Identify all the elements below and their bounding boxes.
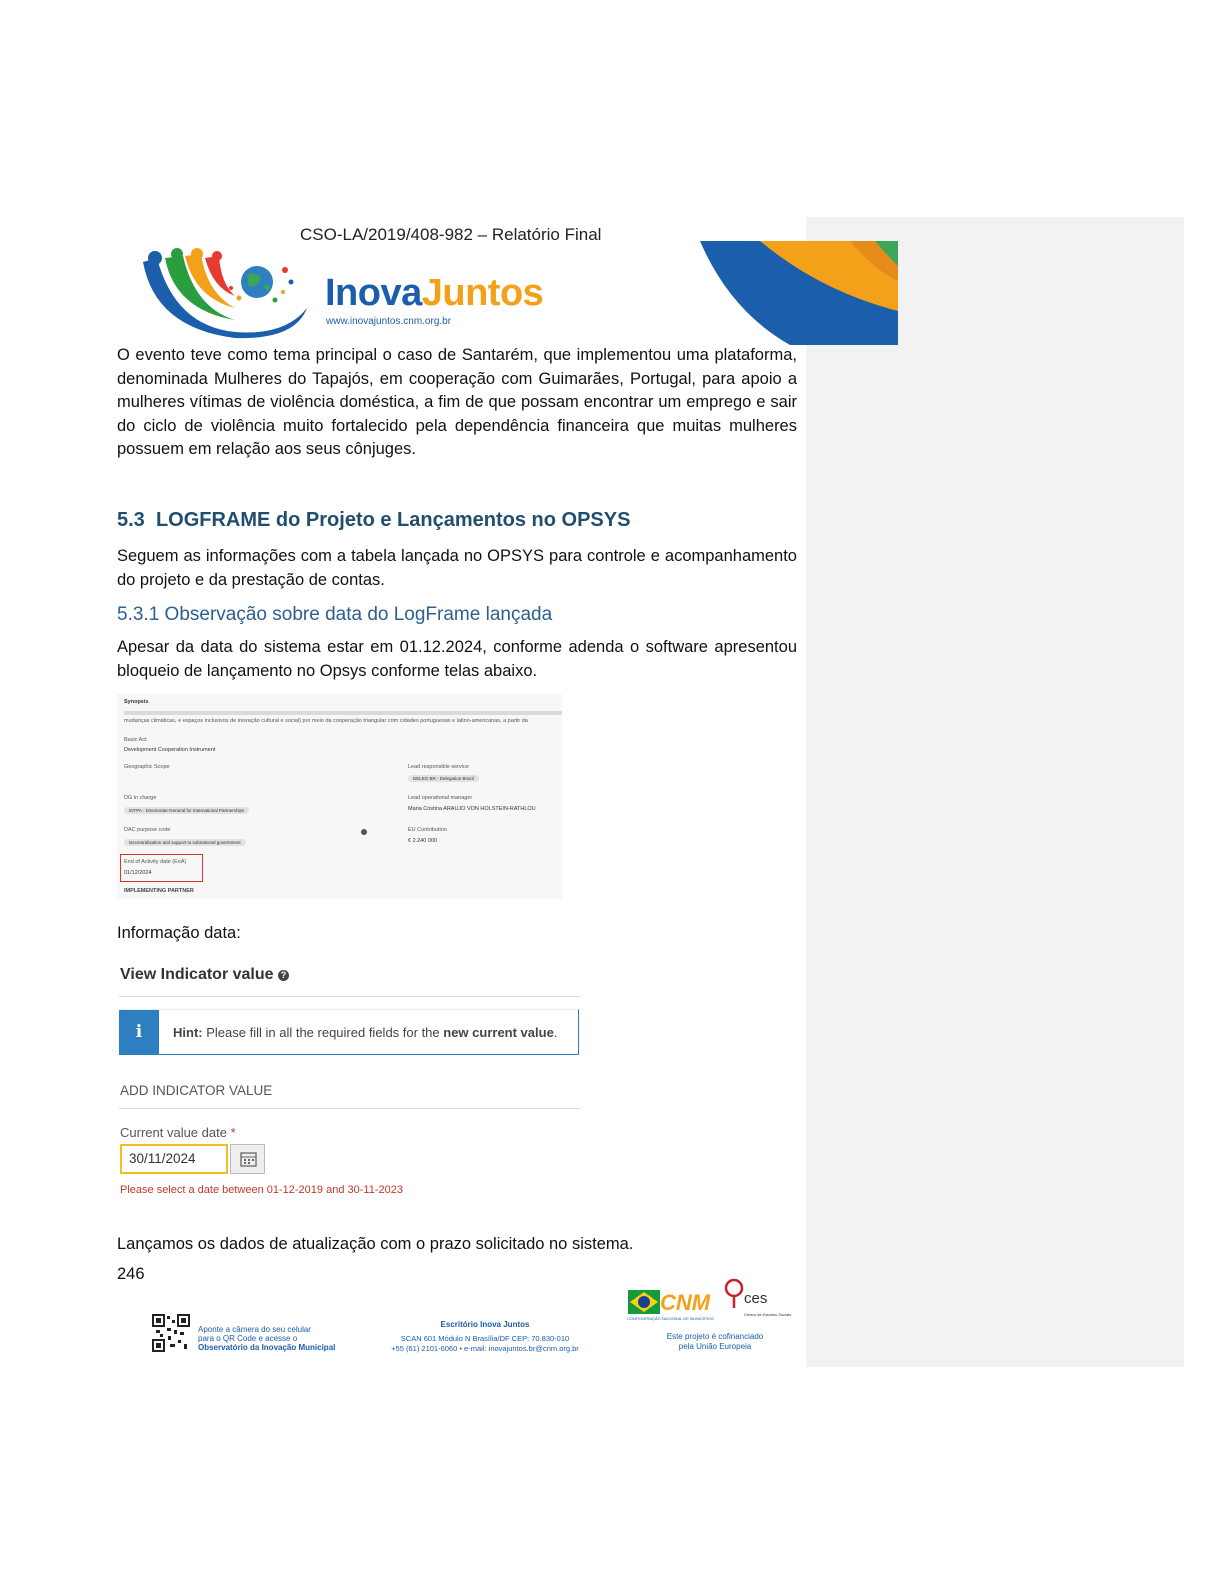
section-number: 5.3 xyxy=(117,509,145,531)
geo-scope-label: Geographic Scope xyxy=(124,764,170,770)
section-title: LOGFRAME do Projeto e Lançamentos no OPSYS xyxy=(155,509,631,531)
end-date-label: End of Activity date (EoA) xyxy=(124,859,187,865)
qr-line-3: Observatório da Inovação Municipal xyxy=(198,1343,336,1352)
page-number: 246 xyxy=(117,1265,145,1283)
synopsis-text: mudanças climáticas, e espaços inclusivos de inovação cultural e social) por meio da cooperação triangular com cidades portuguesas e latino-americanas, a partir da xyxy=(124,718,528,724)
calendar-icon xyxy=(231,1145,266,1175)
end-date-value: 01/12/2024 xyxy=(124,870,152,876)
hint-box xyxy=(119,1009,579,1055)
current-value-date-label: Current value date * xyxy=(120,1125,236,1140)
help-icon[interactable]: ? xyxy=(278,970,289,981)
section-5-3-body: Seguem as informações com a tabela lançada no OPSYS para controle e acompanhamento do projeto e da prestação de contas. xyxy=(117,547,797,589)
cnm-subtitle: CONFEDERAÇÃO NACIONAL DE MUNICÍPIOS xyxy=(627,1316,714,1321)
office-title: Escritório Inova Juntos xyxy=(440,1320,530,1329)
dg-label: DG in charge xyxy=(124,795,157,801)
divider xyxy=(119,996,580,997)
qr-code-icon xyxy=(152,1314,190,1352)
office-address: SCAN 601 Módulo N Brasília/DF CEP: 70.830-010 xyxy=(400,1334,570,1343)
dac-pill: Decentralisation and support to subnational government xyxy=(124,839,246,846)
eu-cofinance-line-1: Este projeto é cofinanciado xyxy=(666,1332,764,1341)
info-icon: i xyxy=(119,1010,159,1055)
lead-manager-label: Lead operational manager xyxy=(408,795,473,801)
lead-service-pill: DELEG BR - Delegation Brazil xyxy=(408,775,479,782)
section-heading-5-3-1: 5.3.1 Observação sobre data do LogFrame lançada xyxy=(117,604,553,625)
qr-line-1: Aponte a câmera do seu celular xyxy=(198,1325,311,1334)
synopsis-text-line xyxy=(124,711,562,715)
eu-contrib-label: EU Contribution xyxy=(408,827,447,833)
opsys-synopsis-screenshot xyxy=(117,694,562,899)
current-value-date-input[interactable]: 30/11/2024 xyxy=(120,1144,228,1174)
calendar-button[interactable] xyxy=(230,1144,265,1174)
section-5-3-1-body: Apesar da data do sistema estar em 01.12.2024, conforme adenda o software apresentou bloqueio de lançamento no Opsys conforme telas abaixo. xyxy=(117,638,797,680)
date-error-message: Please select a date between 01-12-2019 and 30-11-2023 xyxy=(120,1184,403,1196)
ces-subtitle: Centro de Estudos Sociais xyxy=(744,1312,792,1317)
comment-sidebar xyxy=(806,217,1184,1367)
office-contact: +55 (61) 2101-6060 • e-mail: inovajuntos.br@cnm.org.br xyxy=(391,1344,579,1353)
eu-cofinance-line-2: pela União Europeia xyxy=(678,1342,752,1351)
hint-text: Hint: Please fill in all the required fields for the new current value. xyxy=(173,1025,558,1040)
lead-service-label: Lead responsible service xyxy=(408,764,469,770)
caption-informacao-data: Informação data: xyxy=(117,924,241,942)
inovajuntos-logo-icon xyxy=(135,248,315,343)
indicator-title: View Indicator value ? xyxy=(120,966,289,984)
logo-url: www.inovajuntos.cnm.org.br xyxy=(326,316,452,327)
logo-wordmark: InovaJuntos xyxy=(325,272,544,314)
eu-contrib-value: € 2.240 000 xyxy=(408,838,438,844)
header-swoosh-graphic xyxy=(700,241,898,345)
closing-text: Lançamos os dados de atualização com o prazo solicitado no sistema. xyxy=(117,1235,634,1253)
add-indicator-label: ADD INDICATOR VALUE xyxy=(120,1083,273,1098)
header-title: CSO-LA/2019/408-982 – Relatório Final xyxy=(300,225,602,240)
dac-label: DAC purpose code xyxy=(124,827,171,833)
basic-act-value: Development Cooperation Instrument xyxy=(124,747,216,753)
lead-manager-value: Maria Cristina ARAUJO VON HOLSTEIN-RATHLOU xyxy=(408,806,536,812)
indicator-value-screenshot xyxy=(117,958,580,1216)
intro-paragraph: O evento teve como tema principal o caso de Santarém, que implementou uma plataforma, denominada Mulheres do Tapajós, em cooperação com Guimarães, Portugal, para apoio a mulheres vítimas de violência doméstica, a fim de que possam encontrar um emprego e sair do ciclo de violência muito fortalecido pela dependência financeira que muitas mulheres possuem em relação aos seus cônjuges. xyxy=(117,346,797,458)
basic-act-label: Basic Act xyxy=(124,737,147,743)
section-heading-5-3 xyxy=(117,509,630,532)
divider xyxy=(119,1108,580,1109)
info-dot-icon xyxy=(361,829,367,835)
implementing-partner-label: IMPLEMENTING PARTNER xyxy=(124,888,194,894)
ces-logo-text: ces xyxy=(744,1290,768,1307)
dg-pill: INTPA - Directorate-General for International Partnerships xyxy=(124,807,249,814)
qr-line-2: para o QR Code e acesse o xyxy=(198,1334,298,1343)
cnm-logo-text: CNM xyxy=(660,1290,711,1315)
synopsis-label: Synopsis xyxy=(124,699,149,705)
